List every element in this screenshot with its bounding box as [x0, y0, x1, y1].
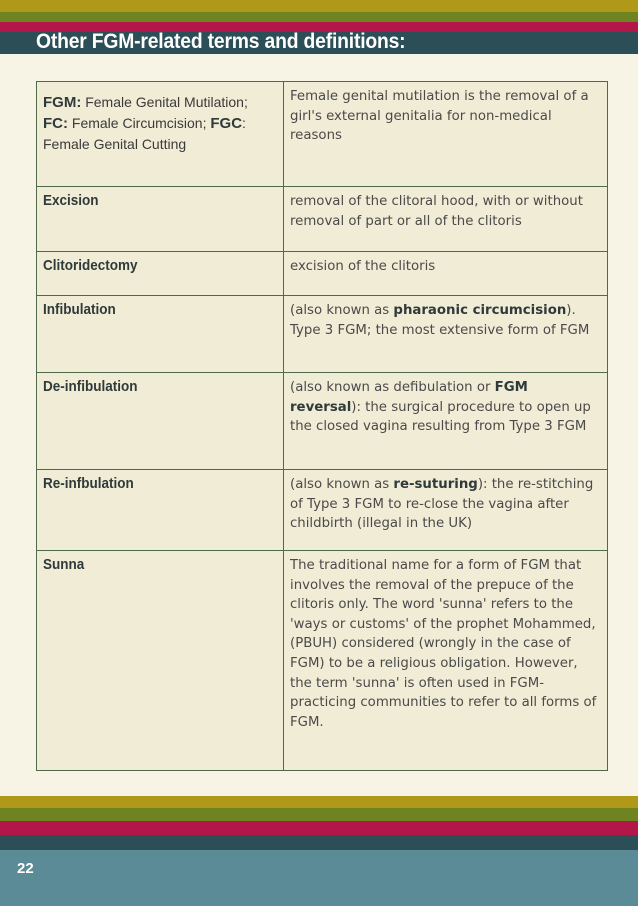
table-row: [37, 296, 608, 373]
definition-bold: pharaonic circumcision: [393, 303, 567, 318]
definition-text: (also known as: [290, 477, 394, 492]
abbr-fc: FC:: [43, 115, 68, 132]
term-label: De-infibulation: [43, 378, 138, 395]
term-text: Female Genital Mutilation;: [81, 94, 248, 110]
footer-band: [0, 850, 638, 906]
definition-text: (also known as defibulation or: [290, 380, 495, 395]
term-cell: [37, 470, 284, 551]
definition-cell: The traditional name for a form of FGM that involves the removal of the prepuce of the clitoris only. The word 'sunna' refers to the 'ways or customs' of the prophet Mohammed, (PBUH) considered (wrongly in the case of FGM) to be a religious obligation. However, the term 'sunna' is often used in FGM-practicing communities to refer to all forms of FGM.: [284, 551, 608, 771]
definition-text: ). Type 3 FGM; the most extensive form of FGM: [290, 303, 590, 338]
definition-cell: [284, 470, 608, 551]
term-cell: [37, 82, 284, 187]
top-stripe-olive: [0, 0, 638, 12]
table-row: [37, 373, 608, 470]
abbr-fgc: FGC: [210, 115, 243, 132]
term-cell: [37, 187, 284, 252]
definition-cell: [284, 296, 608, 373]
term-cell: [37, 296, 284, 373]
term-label: Infibulation: [43, 301, 116, 318]
table-row: [37, 470, 608, 551]
bottom-stripe-olive: [0, 796, 638, 808]
table-row: [37, 187, 608, 252]
page-number: 22: [17, 860, 34, 877]
definition-cell: removal of the clitoral hood, with or without removal of part or all of the clitoris: [284, 187, 608, 252]
definitions-table: [36, 81, 608, 771]
top-stripe-green: [0, 12, 638, 22]
table-row: [37, 551, 608, 771]
definition-cell: excision of the clitoris: [284, 252, 608, 296]
page-heading: Other FGM-related terms and definitions:: [36, 30, 406, 53]
abbr-fgm: FGM:: [43, 94, 82, 111]
bottom-stripe-crimson: [0, 821, 638, 835]
definition-text: (also known as: [290, 303, 394, 318]
term-cell: [37, 252, 284, 296]
term-text: Female Circumcision;: [68, 115, 211, 131]
term-label: Clitoridectomy: [43, 257, 138, 274]
term-cell: [37, 551, 284, 771]
bottom-stripe-teal: [0, 835, 638, 850]
bottom-stripe-green: [0, 808, 638, 821]
definition-bold: FGM reversal: [290, 380, 528, 415]
table-row: [37, 252, 608, 296]
term-label: Excision: [43, 192, 99, 209]
table-row: [37, 82, 608, 187]
term-label: Sunna: [43, 556, 85, 573]
definition-bold: re-suturing: [393, 477, 478, 492]
definition-text: ): the re-stitching of Type 3 FGM to re-close the vagina after childbirth (illegal in the UK): [290, 477, 594, 532]
definition-cell: Female genital mutilation is the removal of a girl's external genitalia for non-medical reasons: [284, 82, 608, 187]
term-label: Re-infbulation: [43, 475, 134, 492]
definition-text: ): the surgical procedure to open up the closed vagina resulting from Type 3 FGM: [290, 399, 591, 435]
term-text: :: [242, 115, 246, 131]
definition-cell: [284, 373, 608, 470]
term-text: Female Genital Cutting: [43, 136, 187, 152]
term-cell: [37, 373, 284, 470]
